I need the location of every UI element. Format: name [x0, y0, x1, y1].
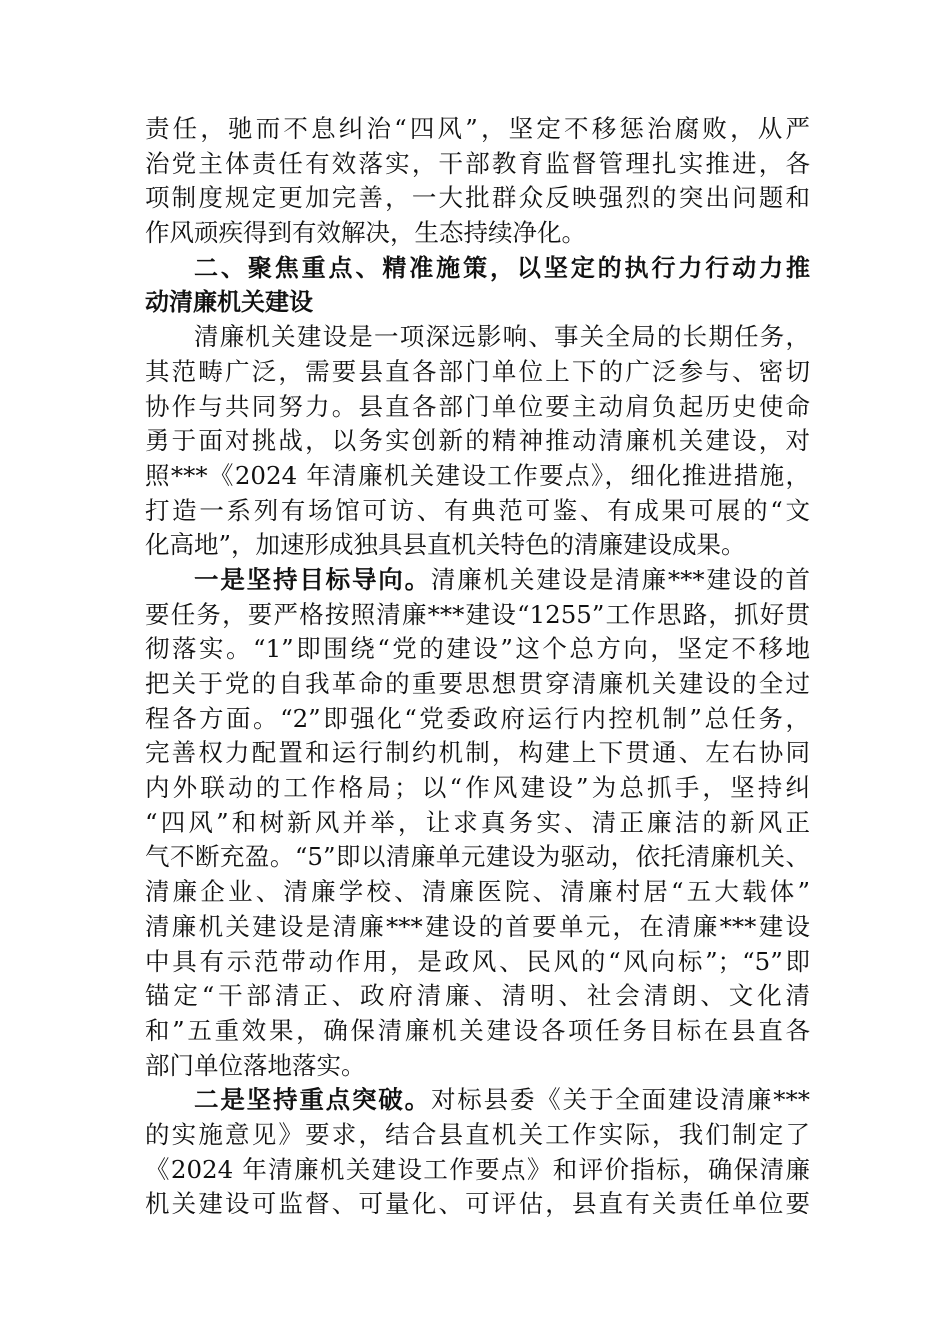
- paragraph-line: 把关于党的自我革命的重要思想贯穿清廉机关建设的全过: [145, 669, 810, 698]
- paragraph-line: 气不断充盈。“5”即以清廉单元建设为驱动，依托清廉机关、: [145, 842, 810, 872]
- section-heading: 动清廉机关建设: [145, 288, 313, 317]
- paragraph-line: 机关建设可监督、可量化、可评估，县直有关责任单位要: [145, 1189, 810, 1219]
- paragraph-line: 完善权力配置和运行制约机制，构建上下贯通、左右协同: [145, 738, 810, 768]
- paragraph-line: 清廉机关建设是一项深远影响、事关全局的长期任务，: [194, 322, 810, 352]
- paragraph-line: 的实施意见》要求，结合县直机关工作实际，我们制定了: [145, 1119, 810, 1149]
- paragraph-line: “四风”和树新风并举，让求真务实、清正廉洁的新风正: [145, 807, 810, 837]
- paragraph-text: 对标县委《关于全面建设清廉***: [430, 1085, 810, 1115]
- document-body: [145, 112, 810, 1222]
- section-heading: 二、聚焦重点、精准施策，以坚定的执行力行动力推: [194, 253, 810, 282]
- paragraph-text: 清廉机关建设是清廉***建设的首: [430, 564, 810, 594]
- paragraph-lead: 二是坚持重点突破。: [194, 1085, 431, 1115]
- paragraph-line: 锚定“干部清正、政府清廉、清明、社会清朗、文化清: [145, 981, 810, 1011]
- paragraph-line: 《2024 年清廉机关建设工作要点》和评价指标，确保清廉: [145, 1154, 810, 1184]
- paragraph-line: 项制度规定更加完善，一大批群众反映强烈的突出问题和: [145, 183, 810, 213]
- paragraph-line: 部门单位落地落实。: [145, 1050, 366, 1080]
- paragraph-line: 作风顽疾得到有效解决，生态持续净化。: [145, 218, 586, 248]
- paragraph-line: 打造一系列有场馆可访、有典范可鉴、有成果可展的“文: [145, 495, 810, 525]
- paragraph-line: 勇于面对挑战，以务实创新的精神推动清廉机关建设，对: [145, 426, 810, 456]
- paragraph-line: 中具有示范带动作用，是政风、民风的“风向标”；“5”即: [145, 946, 810, 976]
- paragraph-line: [145, 563, 810, 598]
- paragraph-line: 责任，驰而不息纠治“四风”，坚定不移惩治腐败，从严: [145, 114, 810, 143]
- paragraph-line: 协作与共同努力。县直各部门单位要主动肩负起历史使命: [145, 391, 810, 421]
- paragraph-lead: 一是坚持目标导向。: [194, 564, 431, 594]
- paragraph-line: 内外联动的工作格局；以“作风建设”为总抓手，坚持纠: [145, 773, 810, 803]
- paragraph-line: 彻落实。“1”即围绕“党的建设”这个总方向，坚定不移地: [145, 634, 810, 664]
- paragraph-line: 其范畴广泛，需要县直各部门单位上下的广泛参与、密切: [145, 356, 810, 386]
- paragraph-line: 程各方面。“2”即强化“党委政府运行内控机制”总任务，: [145, 703, 810, 733]
- paragraph-line: 照***《2024 年清廉机关建设工作要点》，细化推进措施，: [145, 460, 810, 490]
- paragraph-line: 化高地”，加速形成独具县直机关特色的清廉建设成果。: [145, 530, 746, 560]
- paragraph-line: [145, 1083, 810, 1118]
- paragraph-line: 治党主体责任有效落实，干部教育监督管理扎实推进，各: [145, 148, 810, 178]
- paragraph-line: 清廉机关建设是清廉***建设的首要单元，在清廉***建设: [145, 911, 810, 941]
- paragraph-line: 清廉企业、清廉学校、清廉医院、清廉村居“五大载体”: [145, 877, 810, 907]
- paragraph-line: 要任务，要严格按照清廉***建设“1255”工作思路，抓好贯: [145, 599, 810, 629]
- paragraph-line: 和”五重效果，确保清廉机关建设各项任务目标在县直各: [145, 1015, 810, 1045]
